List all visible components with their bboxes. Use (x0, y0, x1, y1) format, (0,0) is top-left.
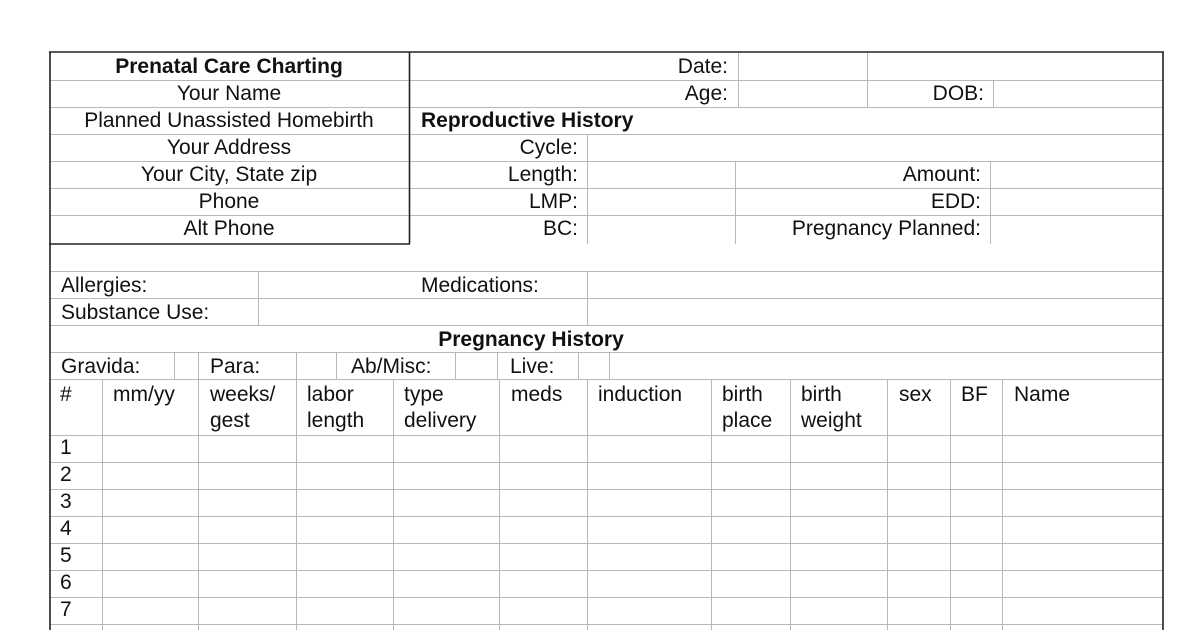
medications-label: Medications: (421, 274, 539, 297)
dob-label: DOB: (932, 82, 984, 105)
col-weeks-gest-line1: weeks/ (210, 383, 276, 406)
row-number: 5 (60, 544, 72, 567)
pregnancy-history-title: Pregnancy History (438, 328, 624, 351)
live-label: Live: (510, 355, 555, 378)
col-name: Name (1014, 383, 1071, 406)
col-labor-length-line1: labor (307, 383, 354, 406)
owner-name: Your Name (176, 82, 282, 105)
col-sex: sex (899, 383, 932, 406)
owner-alt-phone: Alt Phone (183, 217, 275, 240)
form-title: Prenatal Care Charting (115, 55, 343, 78)
col-induction: induction (598, 383, 683, 406)
col-number: # (60, 383, 72, 406)
substance-use-label: Substance Use: (61, 301, 210, 324)
gravida-label: Gravida: (61, 355, 141, 378)
bc-label: BC: (542, 217, 578, 240)
reproductive-history-title: Reproductive History (421, 109, 634, 132)
col-meds: meds (511, 383, 563, 406)
cycle-label: Cycle: (519, 136, 578, 159)
row-number: 1 (60, 436, 72, 459)
row-number: 3 (60, 490, 72, 513)
age-label: Age: (684, 82, 728, 105)
row-number: 6 (60, 571, 72, 594)
row-number: 4 (60, 517, 72, 540)
col-birth-weight-line2: weight (801, 409, 862, 432)
pregnancy-planned-label: Pregnancy Planned: (791, 217, 981, 240)
col-birth-place-line2: place (722, 409, 773, 432)
owner-address: Your Address (166, 136, 292, 159)
owner-city: Your City, State zip (140, 163, 318, 186)
amount-label: Amount: (902, 163, 981, 186)
col-mm-yy: mm/yy (113, 383, 175, 406)
ab-misc-label: Ab/Misc: (351, 355, 432, 378)
owner-phone: Phone (198, 190, 260, 213)
col-birth-weight-line1: birth (801, 383, 842, 406)
birth-plan: Planned Unassisted Homebirth (84, 109, 374, 132)
col-weeks-gest-line2: gest (210, 409, 250, 432)
row-number: 2 (60, 463, 72, 486)
edd-label: EDD: (930, 190, 981, 213)
col-labor-length-line2: length (307, 409, 365, 432)
row-number: 7 (60, 598, 72, 621)
allergies-label: Allergies: (61, 274, 148, 297)
col-type-delivery-line1: type (404, 383, 444, 406)
col-type-delivery-line2: delivery (404, 409, 477, 432)
para-label: Para: (210, 355, 261, 378)
lmp-label: LMP: (528, 190, 578, 213)
col-birth-place-line1: birth (722, 383, 763, 406)
col-bf: BF (961, 383, 988, 406)
length-label: Length: (507, 163, 578, 186)
date-label: Date: (677, 55, 728, 78)
